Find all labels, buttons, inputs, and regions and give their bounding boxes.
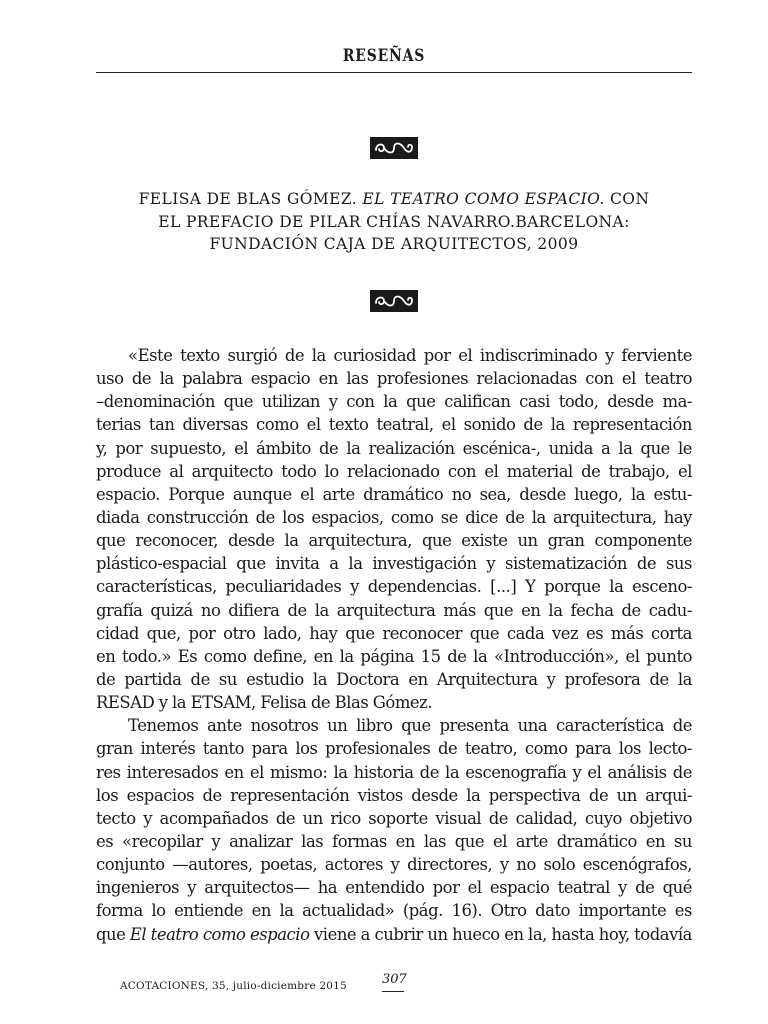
body-line: y, por supuesto, el ámbito de la realización escénica-, unida a la que le [96,438,692,458]
flourish-ornament-icon [370,137,418,159]
body-line: terias tan diversas como el texto teatral, el sonido de la representación [96,415,692,435]
page-number-rule [382,991,404,992]
header-rule [96,72,692,73]
body-line: tecto y acompañados de un rico soporte visual de calidad, cuyo objetivo [96,808,692,828]
body-line: grafía quizá no difiera de la arquitectura más que en la fecha de cadu- [96,600,692,620]
body-line: es «recopilar y analizar las formas en las que el arte dramático en su [96,831,692,851]
body-line: «Este texto surgió de la curiosidad por el indiscriminado y ferviente [128,346,692,365]
body-line: de partida de su estudio la Doctora en Arquitectura y profesora de la [96,669,692,689]
body-line: conjunto —autores, poetas, actores y directores, y no solo escenógrafos, [96,855,692,875]
journal-citation: ACOTACIONES, 35, julio-diciembre 2015 [120,980,347,992]
body-line: Tenemos ante nosotros un libro que presenta una característica de [128,716,692,736]
title-line-1 [96,188,692,211]
body-line: res interesados en el mismo: la historia de la escenografía y el análisis de [96,762,692,782]
body-line: gran interés tanto para los profesionales de teatro, como para los lecto- [96,739,692,759]
body-line: diada construcción de los espacios, como se dice de la arquitectura, hay [96,507,692,527]
body-line: que reconocer, desde la arquitectura, que existe un gran componente [96,531,692,551]
body-line: RESAD y la ETSAM, Felisa de Blas Gómez. [96,693,433,713]
last-line-pre: que [96,924,130,944]
section-header: RESEÑAS [342,46,426,66]
body-line: ingenieros y arquitectos— ha entendido por el espacio teatral y de qué [96,878,692,898]
review-body [96,344,692,946]
body-line: forma lo entiende en la actualidad» (pág. 16). Otro dato importante es [96,901,692,921]
title-line-2: EL PREFACIO DE PILAR CHÍAS NAVARRO.BARCELONA: [158,212,630,231]
page-number: 307 [382,972,407,987]
body-line-last [96,923,692,946]
last-line-post: viene a cubrir un hueco en la, hasta hoy, todavía [309,924,692,944]
title-connector: CON [610,190,650,208]
body-line: los espacios de representación vistos desde la perspectiva de un arqui- [96,785,692,805]
page-footer [120,972,410,1002]
body-line: espacio. Porque aunque el arte dramático no sea, desde luego, la estu- [96,484,692,504]
body-line: –denominación que utilizan y con la que califican casi todo, desde ma- [96,392,692,412]
body-line: plástico-espacial que invita a la investigación y sistematización de sus [96,554,692,574]
body-line: uso de la palabra espacio en las profesiones relacionadas con el teatro [96,369,692,389]
body-line: características, peculiaridades y dependencias. [...] Y porque la esceno- [96,577,692,597]
title-line-3: FUNDACIÓN CAJA DE ARQUITECTOS, 2009 [209,235,579,253]
title-book: EL TEATRO COMO ESPACIO. [362,190,605,208]
title-author: FELISA DE BLAS GÓMEZ. [138,190,358,208]
body-line: cidad que, por otro lado, hay que reconocer que cada vez es más corta [96,623,692,643]
review-title [96,188,692,256]
flourish-ornament-icon [370,290,418,312]
book-title-italic: El teatro como espacio [129,924,310,944]
body-line: produce al arquitecto todo lo relacionado con el material de trabajo, el [96,461,692,481]
body-line: en todo.» Es como define, en la página 15 de la «Introducción», el punto [96,646,692,666]
